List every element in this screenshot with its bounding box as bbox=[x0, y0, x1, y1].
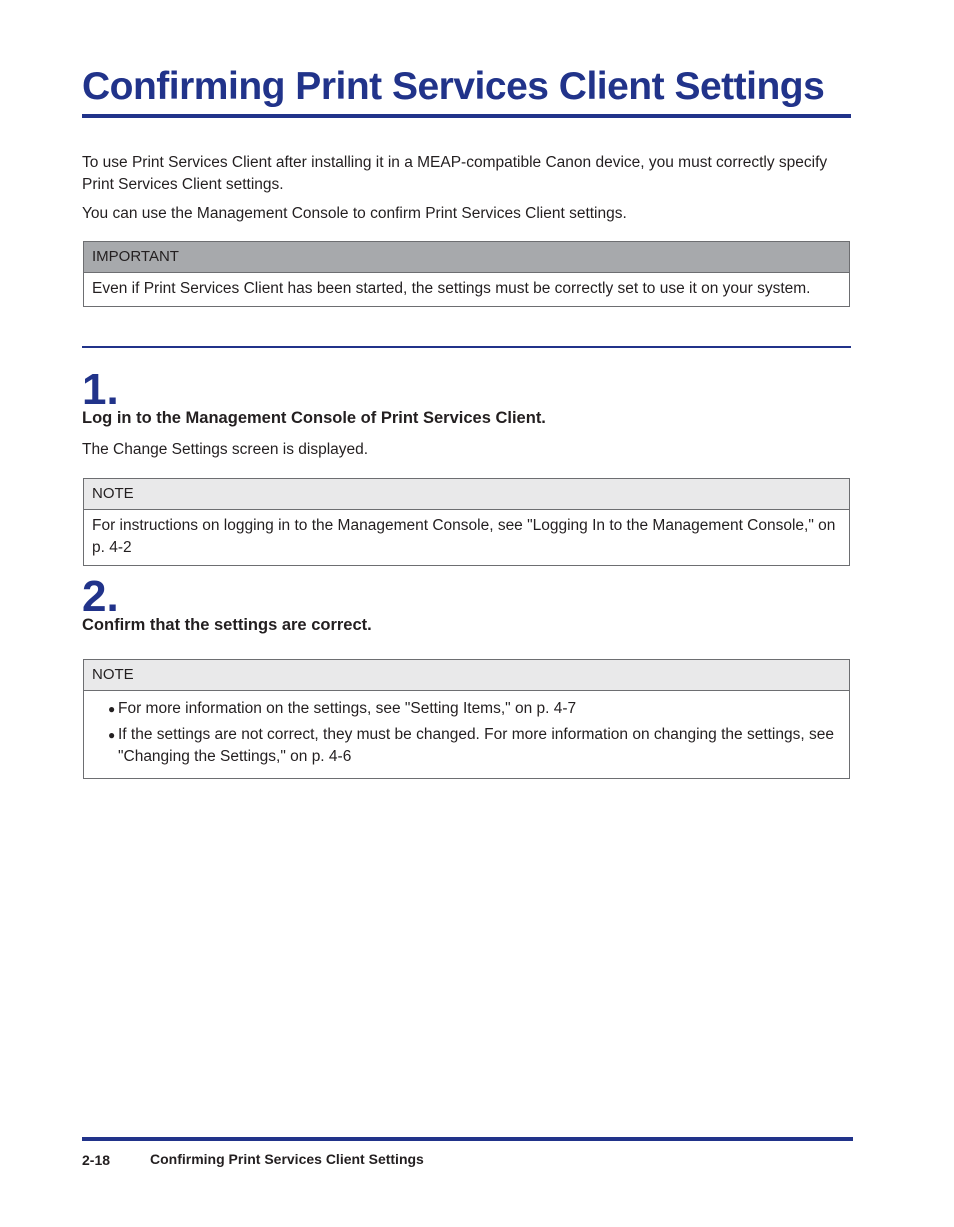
step-2-number: 2. bbox=[82, 572, 119, 621]
list-item: ● If the settings are not correct, they must be changed. For more information on changing the settings, see "Changing the Settings," on p. 4-6 bbox=[108, 726, 834, 765]
step-2-instruction: Confirm that the settings are correct. bbox=[82, 616, 372, 634]
important-text: Even if Print Services Client has been started, the settings must be correctly set to use it on your system. bbox=[92, 280, 811, 297]
page-title: Confirming Print Services Client Settings bbox=[82, 65, 825, 108]
intro-paragraph-1: To use Print Services Client after installing it in a MEAP-compatible Canon device, you must correctly specify Print Services Client settings. bbox=[82, 154, 828, 193]
step-1-number: 1. bbox=[82, 365, 119, 414]
title-divider bbox=[82, 114, 851, 118]
footer-title: Confirming Print Services Client Settings bbox=[150, 1151, 424, 1167]
step-1-result: The Change Settings screen is displayed. bbox=[82, 441, 369, 458]
footer-page-number: 2-18 bbox=[82, 1152, 111, 1168]
bullet-icon: ● bbox=[108, 728, 116, 742]
step-2-note-box bbox=[83, 659, 850, 779]
step-2-note-list bbox=[92, 698, 841, 768]
step-2-note-label: NOTE bbox=[84, 660, 849, 691]
bullet-icon: ● bbox=[108, 702, 116, 716]
footer-divider bbox=[82, 1137, 853, 1141]
step-1-instruction: Log in to the Management Console of Print Services Client. bbox=[82, 409, 546, 427]
important-label: IMPORTANT bbox=[84, 242, 849, 273]
list-item: ● For more information on the settings, see "Setting Items," on p. 4-7 bbox=[92, 698, 841, 720]
step-1-note-label: NOTE bbox=[84, 479, 849, 510]
step-divider bbox=[82, 346, 851, 348]
step-1-note-text: For instructions on logging in to the Management Console, see "Logging In to the Management Console," on p. 4-2 bbox=[92, 517, 836, 556]
intro-paragraph-2: You can use the Management Console to confirm Print Services Client settings. bbox=[82, 205, 627, 222]
important-box bbox=[83, 241, 850, 307]
step-1-note-box bbox=[83, 478, 850, 566]
